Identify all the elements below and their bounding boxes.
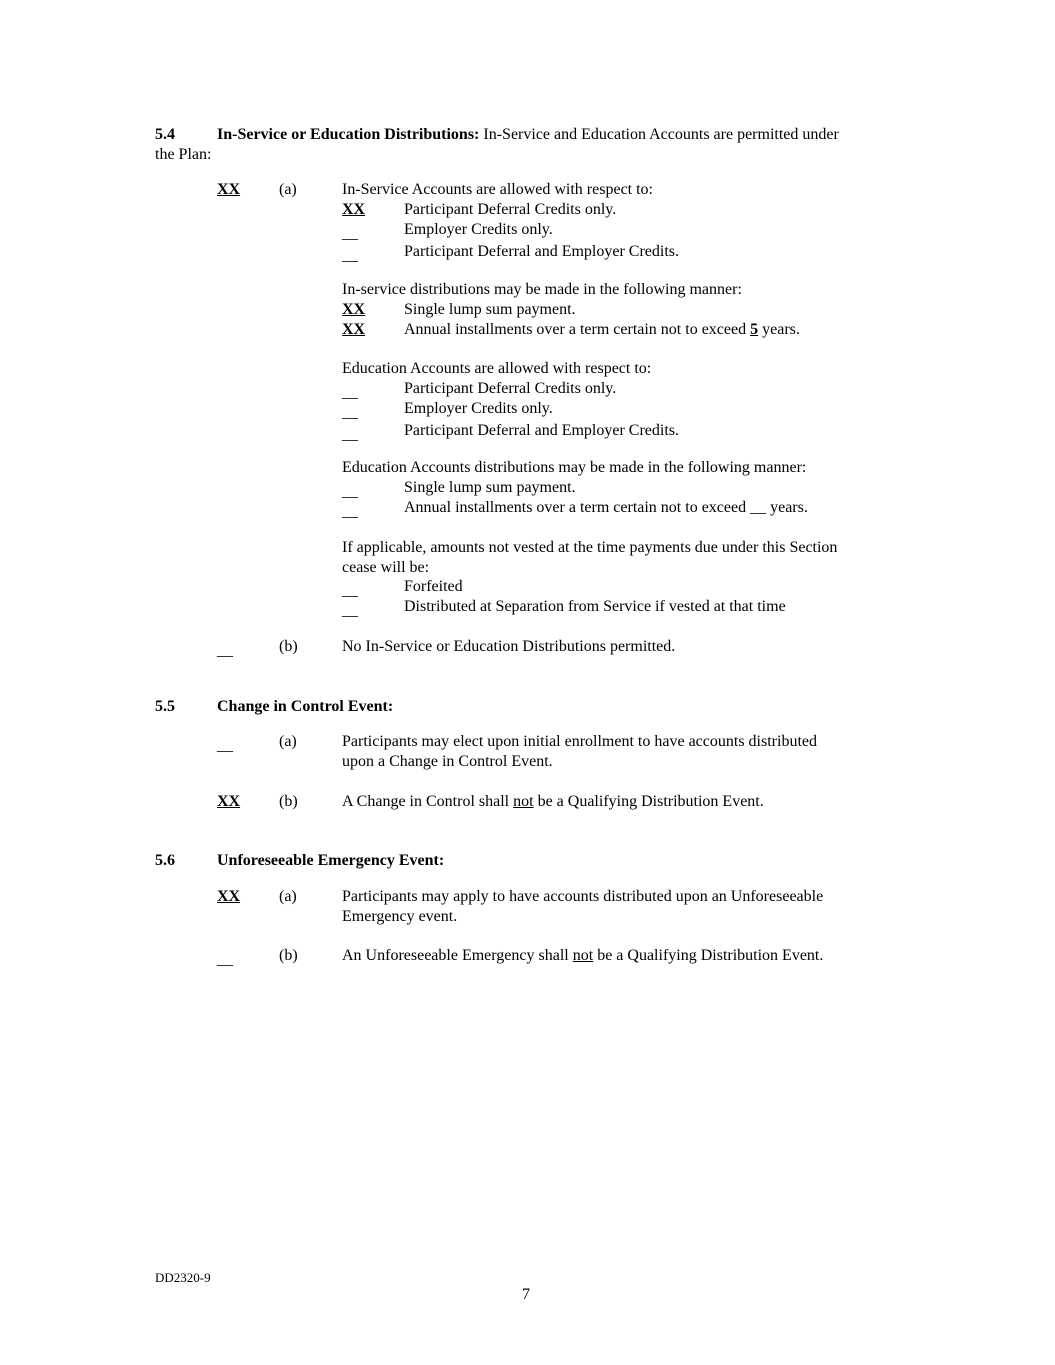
education-dist-text: Single lump sum payment. — [404, 479, 576, 496]
inservice-option-text: Employer Credits only. — [404, 221, 553, 238]
vesting-text: If applicable, amounts not vested at the time payments due under this Section — [342, 539, 838, 556]
item-5-4-b-label: (b) — [279, 638, 298, 655]
item-5-6-b-text-before: An Unforeseeable Emergency shall — [342, 947, 569, 964]
item-5-5-b-emphasis: not — [513, 793, 534, 810]
education-option-text: Employer Credits only. — [404, 400, 553, 417]
item-5-5-a-mark: __ — [217, 737, 233, 754]
education-dist-heading: Education Accounts distributions may be made in the following manner: — [342, 459, 807, 476]
section-5-4-title: In-Service or Education Distributions: — [217, 126, 480, 143]
inservice-option-mark: __ — [342, 247, 358, 264]
inservice-option-text: Participant Deferral Credits only. — [404, 201, 617, 218]
footer-doc-id: DD2320-9 — [155, 1270, 211, 1285]
section-5-6-title: Unforeseeable Emergency Event: — [217, 852, 445, 869]
page-number: 7 — [522, 1286, 530, 1303]
item-5-6-a-text-continued: Emergency event. — [342, 908, 458, 925]
inservice-option-mark: XX — [342, 201, 366, 218]
item-5-5-a-label: (a) — [279, 733, 297, 750]
education-dist-text: Annual installments over a term certain not to exceed __ years. — [404, 499, 808, 516]
item-5-5-b-mark: XX — [217, 793, 241, 810]
installments-text: Annual installments over a term certain not to exceed — [404, 321, 747, 338]
inservice-dist-heading: In-service distributions may be made in the following manner: — [342, 281, 742, 298]
inservice-dist-mark: XX — [342, 321, 366, 338]
section-5-5-title: Change in Control Event: — [217, 698, 394, 715]
education-dist-mark: __ — [342, 483, 358, 500]
education-option-mark: __ — [342, 384, 358, 401]
inservice-dist-text: Single lump sum payment. — [404, 301, 576, 318]
item-5-4-a-mark: XX — [217, 181, 241, 198]
section-5-5-number: 5.5 — [155, 698, 175, 715]
item-5-6-b-emphasis: not — [572, 947, 594, 964]
vesting-option-text: Forfeited — [404, 578, 463, 595]
item-5-5-b-label: (b) — [279, 793, 298, 810]
vesting-option-text: Distributed at Separation from Service if vested at that time — [404, 598, 786, 615]
inservice-heading: In-Service Accounts are allowed with respect to: — [342, 181, 653, 198]
item-5-6-a-label: (a) — [279, 888, 297, 905]
item-5-4-b-mark: __ — [217, 642, 233, 659]
section-5-4-intro-continued: the Plan: — [155, 146, 212, 163]
item-5-6-a-mark: XX — [217, 888, 241, 905]
education-option-mark: __ — [342, 404, 358, 421]
inservice-option-text: Participant Deferral and Employer Credits. — [404, 243, 680, 260]
education-dist-mark: __ — [342, 503, 358, 520]
education-option-text: Participant Deferral and Employer Credits. — [404, 422, 680, 439]
item-5-6-b-mark: __ — [217, 951, 233, 968]
item-5-6-a-text: Participants may apply to have accounts distributed upon an Unforeseeable — [342, 888, 824, 905]
section-5-4-number: 5.4 — [155, 126, 175, 143]
section-5-4-heading — [217, 125, 839, 145]
item-5-5-a-text: Participants may elect upon initial enrollment to have accounts distributed — [342, 733, 817, 750]
item-5-4-a-label: (a) — [279, 181, 297, 198]
item-5-6-b-label: (b) — [279, 947, 298, 964]
item-5-5-b-text-after: be a Qualifying Distribution Event. — [537, 793, 764, 810]
installments-years-value: 5 — [750, 321, 759, 338]
education-option-mark: __ — [342, 426, 358, 443]
education-heading: Education Accounts are allowed with respect to: — [342, 360, 652, 377]
item-5-4-b-text: No In-Service or Education Distributions permitted. — [342, 638, 676, 655]
vesting-option-mark: __ — [342, 602, 358, 619]
item-5-6-b-text — [342, 946, 823, 966]
item-5-6-b-text-after: be a Qualifying Distribution Event. — [597, 947, 824, 964]
education-option-text: Participant Deferral Credits only. — [404, 380, 617, 397]
inservice-option-mark: __ — [342, 225, 358, 242]
vesting-text-continued: cease will be: — [342, 559, 430, 576]
section-5-4-intro: In-Service and Education Accounts are permitted under — [483, 126, 839, 143]
vesting-option-mark: __ — [342, 582, 358, 599]
installments-years-label: years. — [762, 321, 800, 338]
item-5-5-b-text — [342, 792, 764, 812]
item-5-5-a-text-continued: upon a Change in Control Event. — [342, 753, 553, 770]
item-5-5-b-text-before: A Change in Control shall — [342, 793, 510, 810]
section-5-6-number: 5.6 — [155, 852, 175, 869]
inservice-dist-mark: XX — [342, 301, 366, 318]
inservice-dist-text — [404, 320, 800, 340]
